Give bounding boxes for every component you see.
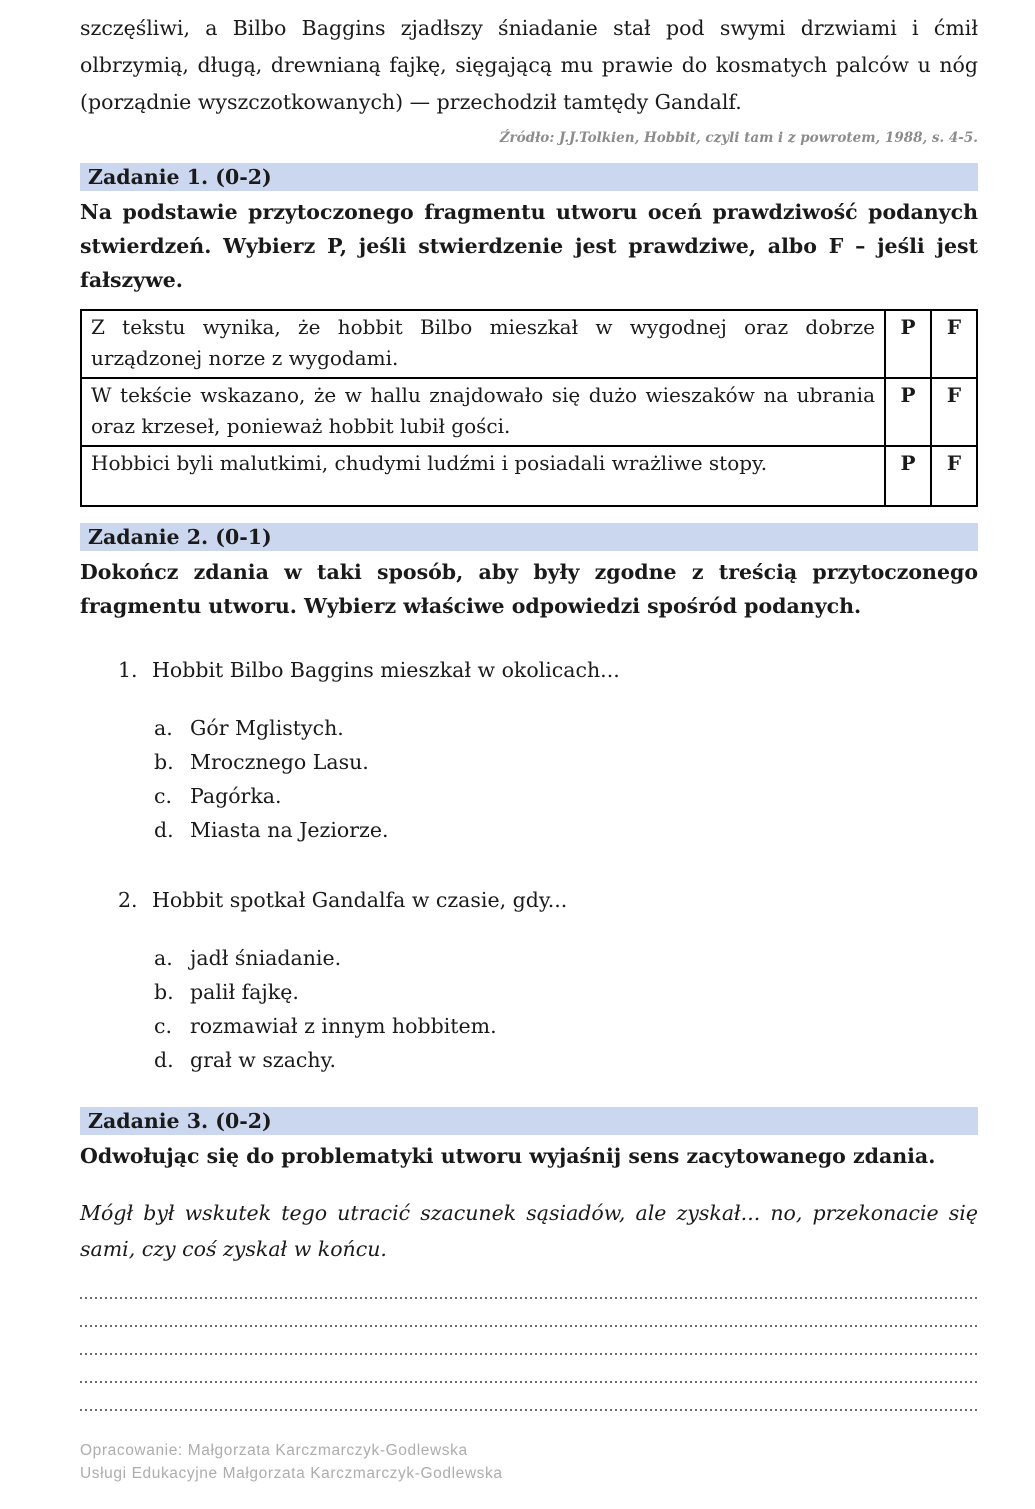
excerpt-paragraph: szczęśliwi, a Bilbo Baggins zjadłszy śniadanie stał pod swymi drzwiami i ćmił olbrzymią, długą, drewnianą fajkę, sięgającą mu prawie do kosmatych palców u nóg (porządnie wyszczotkowanych) — przechodził tamtędy Gandalf. — [80, 16, 978, 114]
question-1-stem — [80, 653, 978, 687]
task3-header: Zadanie 3. (0-2) — [80, 1107, 978, 1135]
answer-line[interactable] — [80, 1327, 978, 1355]
f-choice-cell[interactable]: F — [931, 310, 977, 378]
option-text: Gór Mglistych. — [190, 716, 344, 740]
option-letter: a. — [154, 716, 173, 740]
source-citation: Źródło: J.J.Tolkien, Hobbit, czyli tam i z powrotem, 1988, s. 4-5. — [499, 130, 978, 146]
option-text: grał w szachy. — [190, 1048, 336, 1072]
footer-company-line: Usługi Edukacyjne Małgorzata Karczmarczyk-Godlewska — [80, 1465, 503, 1482]
option-letter: b. — [154, 750, 174, 774]
option-letter: c. — [154, 1014, 172, 1038]
answer-line[interactable] — [80, 1383, 978, 1411]
option-text: Pagórka. — [190, 784, 282, 808]
option-letter: d. — [154, 1048, 174, 1072]
p-choice-cell[interactable]: P — [885, 378, 931, 446]
option-c[interactable] — [80, 779, 978, 813]
statement-cell: Z tekstu wynika, że hobbit Bilbo mieszkał w wygodnej oraz dobrze urządzonej norze z wygodami. — [81, 310, 885, 378]
answer-lines — [80, 1271, 978, 1411]
option-text: jadł śniadanie. — [190, 946, 342, 970]
question-2-stem — [80, 883, 978, 917]
task1-instruction: Na podstawie przytoczonego fragmentu utworu oceń prawdziwość podanych stwierdzeń. Wybierz P, jeśli stwierdzenie jest prawdziwe, albo F – jeśli jest fałszywe. — [80, 200, 978, 292]
footer-author-line: Opracowanie: Małgorzata Karczmarczyk-Godlewska — [80, 1442, 468, 1459]
question-text: Hobbit Bilbo Baggins mieszkał w okolicach... — [152, 658, 620, 682]
p-choice-cell[interactable]: P — [885, 446, 931, 506]
table-row — [81, 310, 977, 378]
option-text: Miasta na Jeziorze. — [190, 818, 389, 842]
option-c[interactable] — [80, 1009, 978, 1043]
option-d[interactable] — [80, 813, 978, 847]
table-row — [81, 446, 977, 506]
footer — [80, 1439, 978, 1485]
task3-instruction: Odwołując się do problematyki utworu wyjaśnij sens zacytowanego zdania. — [80, 1144, 936, 1168]
question-2-options — [80, 941, 978, 1077]
question-number: 2. — [118, 888, 138, 912]
option-b[interactable] — [80, 745, 978, 779]
option-text: rozmawiał z innym hobbitem. — [190, 1014, 497, 1038]
option-a[interactable] — [80, 941, 978, 975]
worksheet-page — [0, 10, 1035, 1485]
option-text: Mrocznego Lasu. — [190, 750, 369, 774]
option-letter: d. — [154, 818, 174, 842]
option-letter: b. — [154, 980, 174, 1004]
task2-instruction: Dokończ zdania w taki sposób, aby były zgodne z treścią przytoczonego fragmentu utworu. Wybierz właściwe odpowiedzi spośród podanych. — [80, 560, 978, 618]
question-2 — [80, 883, 978, 1077]
p-choice-cell[interactable]: P — [885, 310, 931, 378]
option-text: palił fajkę. — [190, 980, 299, 1004]
question-text: Hobbit spotkał Gandalfa w czasie, gdy... — [152, 888, 568, 912]
task1-header: Zadanie 1. (0-2) — [80, 163, 978, 191]
answer-line[interactable] — [80, 1299, 978, 1327]
true-false-table — [80, 309, 978, 507]
answer-line[interactable] — [80, 1271, 978, 1299]
option-b[interactable] — [80, 975, 978, 1009]
option-letter: c. — [154, 784, 172, 808]
task2-header: Zadanie 2. (0-1) — [80, 523, 978, 551]
question-1 — [80, 653, 978, 847]
statement-cell: Hobbici byli malutkimi, chudymi ludźmi i posiadali wrażliwe stopy. — [81, 446, 885, 506]
f-choice-cell[interactable]: F — [931, 446, 977, 506]
option-a[interactable] — [80, 711, 978, 745]
table-row — [81, 378, 977, 446]
option-letter: a. — [154, 946, 173, 970]
statement-cell: W tekście wskazano, że w hallu znajdowało się dużo wieszaków na ubrania oraz krzeseł, ponieważ hobbit lubił gości. — [81, 378, 885, 446]
option-d[interactable] — [80, 1043, 978, 1077]
answer-line[interactable] — [80, 1355, 978, 1383]
question-1-options — [80, 711, 978, 847]
f-choice-cell[interactable]: F — [931, 378, 977, 446]
question-number: 1. — [118, 658, 138, 682]
quoted-sentence: Mógł był wskutek tego utracić szacunek sąsiadów, ale zyskał... no, przekonacie się sami, czy coś zyskał w końcu. — [80, 1201, 978, 1261]
